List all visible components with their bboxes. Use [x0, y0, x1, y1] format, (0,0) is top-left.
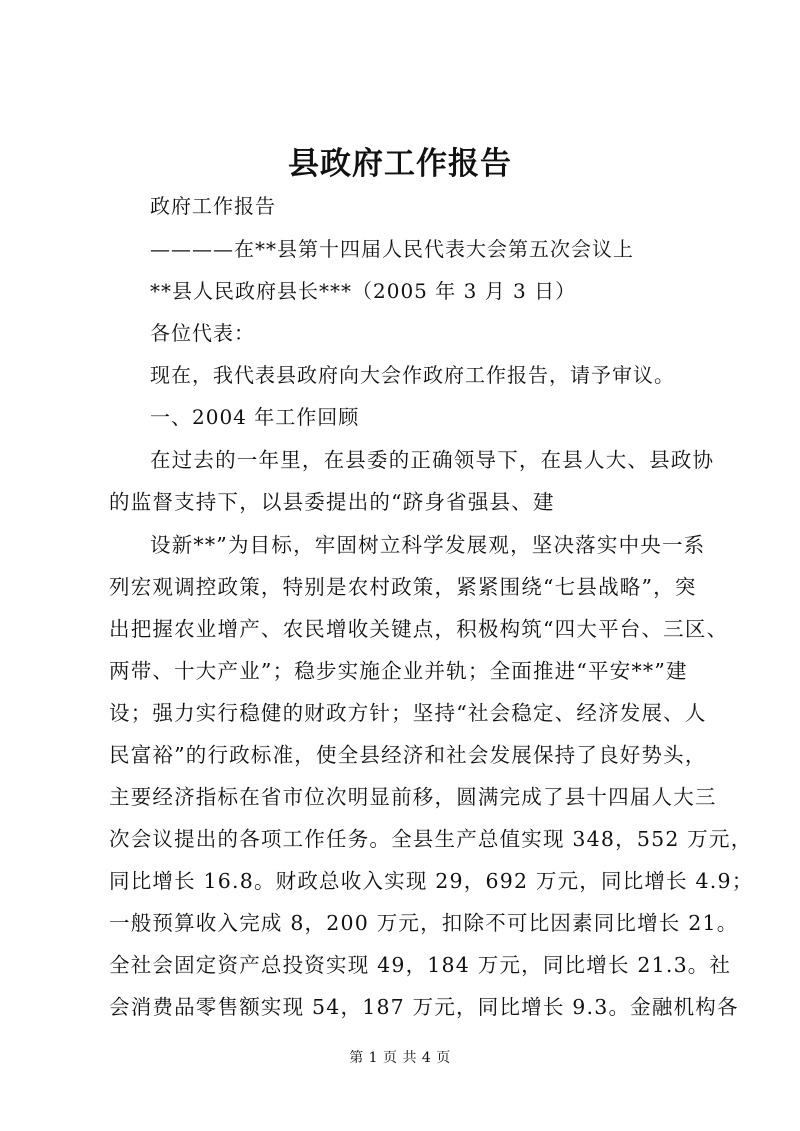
body-text-line: 两带、十大产业”；稳步实施企业并轨；全面推进“平安**”建 [109, 659, 688, 683]
body-text-line: 在过去的一年里，在县委的正确领导下，在县人大、县政协 [150, 448, 715, 472]
body-text-line: 会消费品零售额实现 54，187 万元，同比增长 9.3。金融机构各 [109, 995, 739, 1019]
body-text-line: 主要经济指标在省市位次明显前移，圆满完成了县十四届人大三 [109, 785, 717, 809]
page-number: 第 1 页 共 4 页 [349, 1050, 451, 1066]
body-text-line: 列宏观调控政策，特别是农村政策，紧紧围绕“七县战略”，突 [109, 575, 697, 599]
body-text-line: 次会议提出的各项工作任务。全县生产总值实现 348，552 万元， [109, 827, 753, 851]
speaker-line: **县人民政府县长***（2005 年 3 月 3 日） [150, 279, 577, 303]
section-heading: 一、2004 年工作回顾 [150, 405, 360, 429]
body-text-line: 全社会固定资产总投资实现 49，184 万元，同比增长 21.3。社 [109, 953, 732, 977]
body-text-line: 设新**”为目标，牢固树立科学发展观，坚决落实中央一系 [150, 533, 706, 557]
meeting-line: ————在**县第十四届人民代表大会第五次会议上 [150, 237, 634, 261]
document-title: 县政府工作报告 [288, 146, 512, 182]
body-text-line: 设；强力实行稳健的财政方针；坚持“社会稳定、经济发展、人 [109, 701, 707, 725]
body-text-line: 一般预算收入完成 8，200 万元，扣除不可比因素同比增长 21。 [109, 911, 739, 935]
report-label: 政府工作报告 [150, 194, 276, 218]
body-text-line: 同比增长 16.8。财政总收入实现 29，692 万元，同比增长 4.9； [109, 869, 754, 893]
body-text-line: 民富裕”的行政标准，使全县经济和社会发展保持了良好势头， [109, 743, 707, 767]
body-text-line: 出把握农业增产、农民增收关键点，积极构筑“四大平台、三区、 [109, 617, 729, 641]
salutation: 各位代表： [150, 321, 255, 345]
body-text-line: 的监督支持下，以县委提出的“跻身省强县、建 [109, 490, 555, 514]
intro-line: 现在，我代表县政府向大会作政府工作报告，请予审议。 [150, 363, 675, 387]
